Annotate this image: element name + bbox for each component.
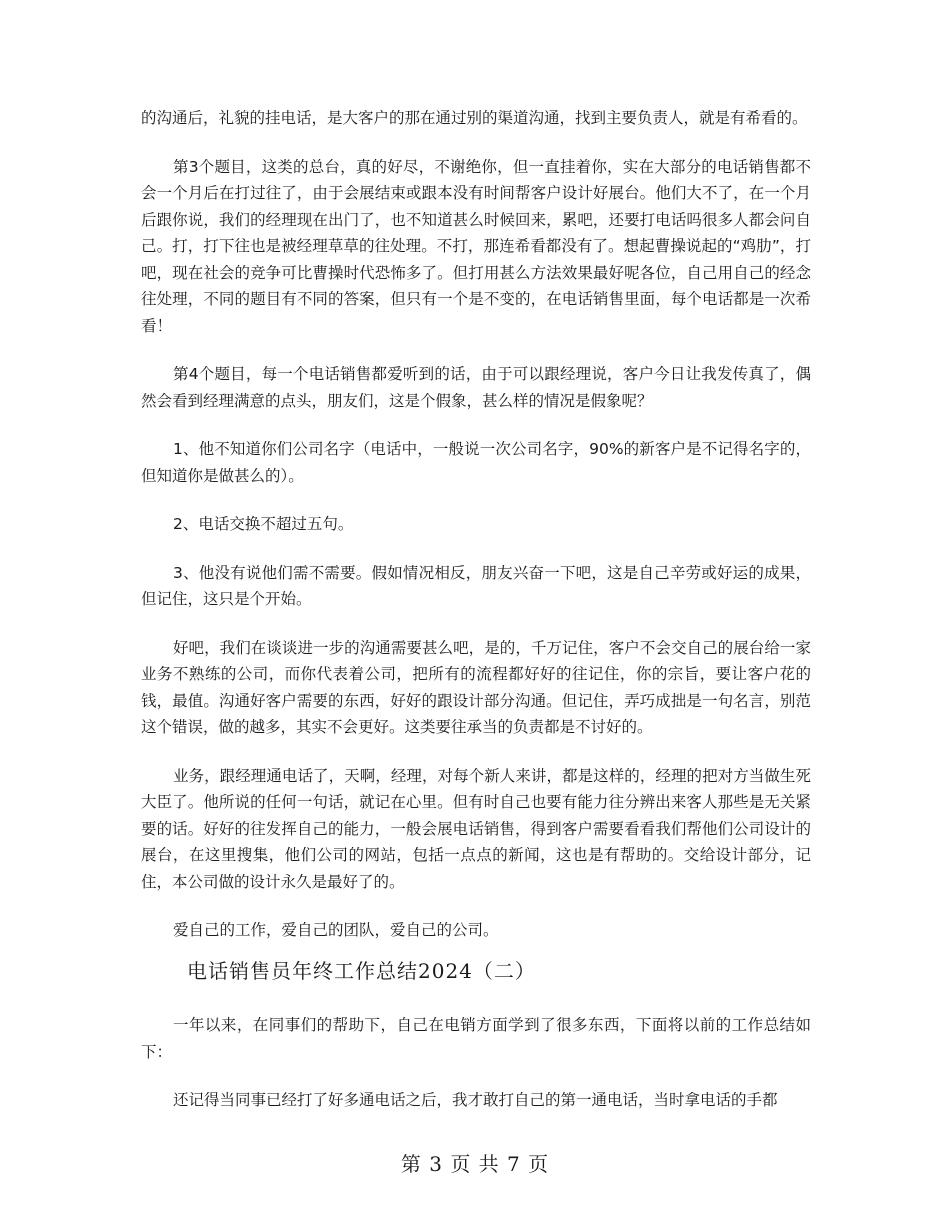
section-heading: 电话销售员年终工作总结2024（二）: [187, 959, 536, 983]
body-text-upper: [141, 105, 811, 944]
paragraph-gap: [141, 613, 811, 635]
paragraph-gap: [141, 1065, 811, 1087]
paragraph-intro: 一年以来，在同事们的帮助下，自己在电销方面学到了很多东西，下面将以前的工作总结如下：: [141, 1016, 811, 1061]
paragraph-first-call: 还记得当同事已经打了好多通电话之后，我才敢打自己的第一通电话，当时拿电话的手都: [173, 1091, 778, 1109]
paragraph-continuation: 的沟通后，礼貌的挂电话，是大客户的那在通过别的渠道沟通，找到主要负责人，就是有希看的。: [141, 109, 808, 127]
list-item-2: 2、电话交换不超过五句。: [173, 515, 354, 533]
page-number: 第 3 页 共 7 页: [400, 1152, 550, 1176]
paragraph-question-3: 第3个题目，这类的总台，真的好尽，不谢绝你，但一直挂着你，实在大部分的电话销售都不会一个月后在打过往了，由于会展结束或跟本没有时间帮客户设计好展台。他们大不了，在一个月后跟你说，我们的经理现在出门了，也不知道甚么时候回来，累吧，还要打电话吗很多人都会问自己。打，打下往也是被经理草草的往处理。不打，那连希看都没有了。想起曹操说起的“鸡肋”，打吧，现在社会的竞争可比曹操时代恐怖多了。但打用甚么方法效果最好呢各位，自己用自己的经念往处理，不同的题目有不同的答案，但只有一个是不变的，在电话销售里面，每个电话都是一次希看！: [141, 157, 811, 335]
body-text-lower: [141, 1012, 811, 1114]
paragraph-gap: [141, 414, 811, 436]
list-item-3: 3、他没有说他们需不需要。假如情况相反，朋友兴奋一下吧，这是自己辛劳或好运的成果，但记住，这只是个开始。: [141, 563, 811, 608]
paragraph-gap: [141, 538, 811, 560]
paragraph-communication: 好吧，我们在谈谈进一步的沟通需要甚么吧，是的，千万记住，客户不会交自己的展台给一家业务不熟练的公司，而你代表着公司，把所有的流程都好好的往记住，你的宗旨，要让客户花的钱，最值。沟通好客户需要的东西，好好的跟设计部分沟通。但记住，弄巧成拙是一句名言，别范这个错误，做的越多，其实不会更好。这类要往承当的负责都是不讨好的。: [141, 638, 811, 736]
paragraph-gap: [141, 741, 811, 763]
paragraph-gap: [141, 132, 811, 154]
paragraph-manager-call: 业务，跟经理通电话了，天啊，经理，对每个新人来讲，都是这样的，经理的把对方当做生死大臣了。他所说的任何一句话，就记在心里。但有时自己也要有能力往分辨出来客人那些是无关紧要的话。好好的往发挥自己的能力，一般会展电话销售，得到客户需要看看我们帮他们公司设计的展台，在这里搜集，他们公司的网站，包括一点点的新闻，这也是有帮助的。交给设计部分，记住，本公司做的设计永久是最好了的。: [141, 766, 811, 891]
paragraph-closing: 爱自己的工作，爱自己的团队，爱自己的公司。: [173, 921, 499, 939]
paragraph-gap: [141, 339, 811, 361]
paragraph-gap: [141, 489, 811, 511]
paragraph-gap: [141, 895, 811, 917]
list-item-1: 1、他不知道你们公司名字（电话中，一般说一次公司名字，90%的新客户是不记得名字的，但知道你是做甚么的）。: [141, 440, 811, 485]
paragraph-question-4: 第4个题目，每一个电话销售都爱听到的话，由于可以跟经理说，客户今日让我发传真了，偶然会看到经理满意的点头，朋友们，这是个假象，甚么样的情况是假象呢？: [141, 365, 811, 410]
